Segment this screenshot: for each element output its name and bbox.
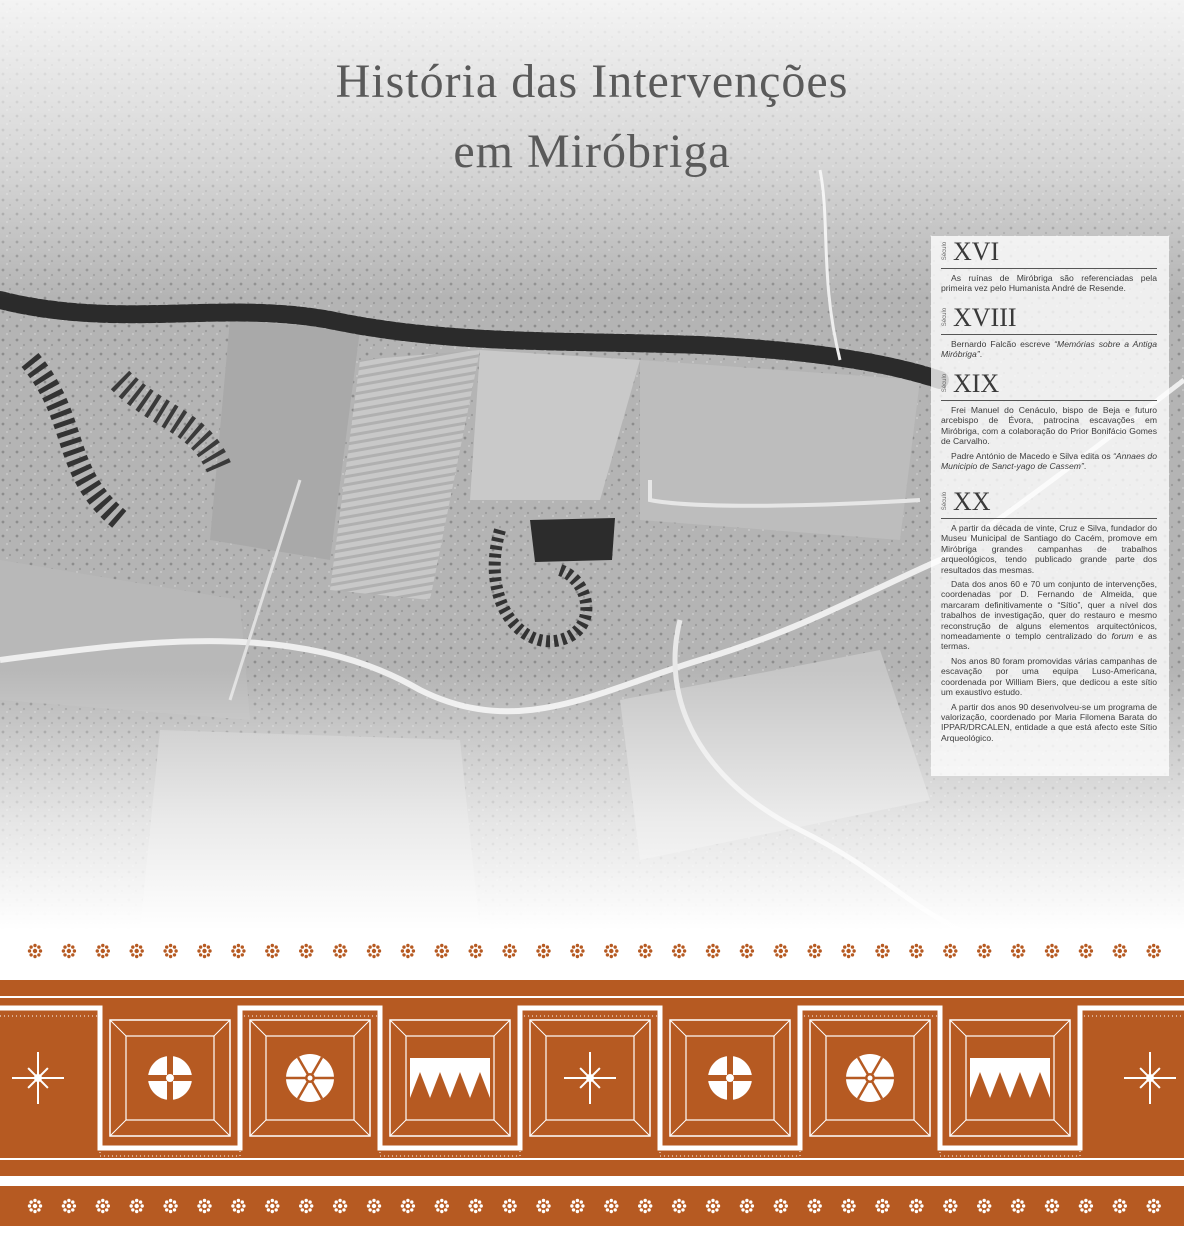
page-title-line-1: História das Intervenções: [335, 55, 849, 108]
paragraph: A partir dos anos 90 desenvolveu-se um programa de valorização, coordenado por Maria Filomena Barata do IPPAR/DRCALEN, entidade a que está afecto este Sítio Arqueológico.: [941, 701, 1157, 743]
mosaic-frieze: [0, 980, 1184, 1181]
dot-rosette-icon: [1147, 1199, 1161, 1213]
dot-rosette-icon: [774, 944, 788, 958]
dot-rosette-icon: [231, 1199, 245, 1213]
dot-rosette-icon: [333, 1199, 347, 1213]
century-numeral: XVI: [953, 237, 1000, 266]
dot-rosette-icon: [604, 944, 618, 958]
section-label: Século: [942, 373, 948, 393]
section-label: Século: [942, 307, 948, 327]
dot-rosette-icon: [299, 944, 313, 958]
dot-rosette-icon: [1011, 944, 1025, 958]
paragraph: Frei Manuel do Cenáculo, bispo de Beja e futuro arcebispo de Évora, patrocina escavações em Miróbriga, com a colaboração do Prior Bonifácio Gomes de Carvalho.: [941, 405, 1157, 447]
dot-rosette-icon: [1113, 944, 1127, 958]
dot-rosette-icon: [808, 944, 822, 958]
dot-rosette-icon: [1011, 1199, 1025, 1213]
dot-rosette-icon: [977, 1199, 991, 1213]
section-body: [941, 273, 1157, 294]
section-header: [941, 486, 1157, 519]
timeline-section-xx: [941, 486, 1157, 743]
century-numeral: XVIII: [953, 303, 1017, 332]
section-header: [941, 236, 1157, 269]
dot-rosette-icon: [130, 1199, 144, 1213]
dot-rosette-icon: [808, 1199, 822, 1213]
dot-rosette-icon: [672, 944, 686, 958]
dot-rosette-icon: [163, 1199, 177, 1213]
dot-rosette-icon: [502, 944, 516, 958]
dot-rosette-icon: [435, 944, 449, 958]
dot-rosette-icon: [706, 1199, 720, 1213]
paragraph: Bernardo Falcão escreve “Memórias sobre a Antiga Miróbriga”.: [941, 339, 1158, 360]
paragraph: Padre António de Macedo e Silva edita os “Annaes do Municipio de Sanct-yago de Cassem”.: [941, 450, 1157, 472]
dot-rosette-icon: [28, 1199, 42, 1213]
section-header: [941, 302, 1157, 335]
dot-rosette-icon: [265, 1199, 279, 1213]
dot-rosette-icon: [62, 944, 76, 958]
dot-rosette-icon: [333, 944, 347, 958]
section-body: [941, 339, 1157, 360]
dot-rosette-icon: [469, 1199, 483, 1213]
dot-rosette-icon: [604, 1199, 618, 1213]
dot-rosette-icon: [28, 944, 42, 958]
dot-rosette-icon: [96, 944, 110, 958]
dot-rosette-icon: [163, 944, 177, 958]
dot-rosette-icon: [62, 1199, 76, 1213]
century-numeral: XX: [953, 487, 991, 516]
dot-rosette-icon: [570, 1199, 584, 1213]
dot-rosette-icon: [299, 1199, 313, 1213]
timeline-section-xix: [941, 368, 1157, 486]
section-body: [941, 523, 1157, 743]
paragraph: Nos anos 80 foram promovidas várias campanhas de escavação por uma equipa Luso-Americana, coordenada por William Biers, que dedicou a este sítio um exaustivo estudo.: [941, 655, 1157, 698]
dot-rosette-icon: [536, 1199, 550, 1213]
section-label: Século: [942, 241, 948, 261]
dot-rosette-icon: [672, 1199, 686, 1213]
page-title-line-2: em Miróbriga: [453, 125, 731, 178]
dot-rosette-icon: [943, 944, 957, 958]
century-numeral: XIX: [953, 369, 1000, 398]
timeline-section-xviii: [941, 302, 1157, 368]
dot-rosette-icon: [774, 1199, 788, 1213]
paragraph: As ruínas de Miróbriga são referenciadas pela primeira vez pelo Humanista André de Resende.: [941, 273, 1157, 294]
dot-rosette-icon: [875, 1199, 889, 1213]
timeline-panel: [931, 236, 1169, 776]
dot-rosette-icon: [197, 1199, 211, 1213]
dot-rosette-icon: [909, 1199, 923, 1213]
dot-rosette-icon: [943, 1199, 957, 1213]
dot-rosette-icon: [638, 1199, 652, 1213]
dot-rosette-icon: [1113, 1199, 1127, 1213]
dot-rosette-icon: [638, 944, 652, 958]
dot-rosette-icon: [265, 944, 279, 958]
section-body: [941, 405, 1157, 471]
dot-rosette-icon: [1079, 1199, 1093, 1213]
timeline-section-xvi: [941, 236, 1157, 302]
dot-rosette-icon: [367, 944, 381, 958]
section-label: Século: [942, 491, 948, 511]
dot-rosette-icon: [1045, 1199, 1059, 1213]
dot-rosette-icon: [841, 1199, 855, 1213]
dot-rosette-icon: [740, 944, 754, 958]
paragraph: A partir da década de vinte, Cruz e Silva, fundador do Museu Municipal de Santiago do Cacém, promove em Miróbriga grandes campanhas de trabalhos arqueológicos, tendo publicado grande parte dos resultados das mesmas.: [941, 523, 1157, 575]
dot-rosette-icon: [401, 944, 415, 958]
dot-rosette-icon: [96, 1199, 110, 1213]
dot-rosette-icon: [1045, 944, 1059, 958]
dot-rosette-icon: [1147, 944, 1161, 958]
dot-rosette-icon: [502, 1199, 516, 1213]
dot-rosette-icon: [536, 944, 550, 958]
section-header: [941, 368, 1157, 401]
dot-rosette-icon: [740, 1199, 754, 1213]
dot-rosette-icon: [1079, 944, 1093, 958]
dot-rosette-icon: [197, 944, 211, 958]
dot-rosette-icon: [231, 944, 245, 958]
dot-rosette-icon: [570, 944, 584, 958]
dot-rosette-icon: [469, 944, 483, 958]
dot-rosette-icon: [435, 1199, 449, 1213]
dot-rosette-icon: [909, 944, 923, 958]
rosette-row-top: [0, 940, 1184, 967]
dot-rosette-icon: [706, 944, 720, 958]
dot-rosette-icon: [875, 944, 889, 958]
paragraph: Data dos anos 60 e 70 um conjunto de intervenções, coordenadas por D. Fernando de Almeida, que marcaram definitivamente o “Sítio”, quer a nível dos trabalhos de investigação, quer do restauro e mesmo reconstrução de alguns elementos arquitectónicos, nomeadamente o templo centralizado do forum e as termas.: [941, 579, 1157, 652]
dot-rosette-icon: [130, 944, 144, 958]
rosette-row-bottom: [0, 1186, 1184, 1231]
dot-rosette-icon: [401, 1199, 415, 1213]
dot-rosette-icon: [367, 1199, 381, 1213]
dot-rosette-icon: [841, 944, 855, 958]
dot-rosette-icon: [977, 944, 991, 958]
